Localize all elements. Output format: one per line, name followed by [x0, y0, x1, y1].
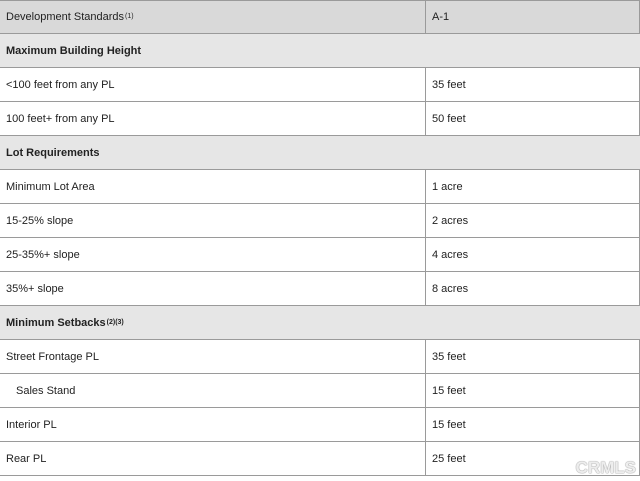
row-value: 8 acres	[425, 272, 640, 305]
table-row	[0, 238, 640, 272]
row-label: 15-25% slope	[6, 214, 74, 227]
row-label: 25-35%+ slope	[6, 248, 80, 261]
section-row-lot-requirements	[0, 136, 640, 170]
table-row	[0, 102, 640, 136]
row-label: Sales Stand	[16, 384, 76, 397]
table-row	[0, 374, 640, 408]
row-label: Street Frontage PL	[6, 350, 99, 363]
crmls-watermark: CRMLS	[575, 458, 636, 477]
section-title: Minimum Setbacks (2)(3)	[6, 316, 124, 329]
section-title	[0, 34, 640, 67]
table-row	[0, 68, 640, 102]
table-row	[0, 204, 640, 238]
section-row-max-building-height	[0, 34, 640, 68]
row-label: 35%+ slope	[6, 282, 64, 295]
header-col-standards-label: Development Standards	[6, 11, 125, 23]
row-label: <100 feet from any PL	[6, 78, 115, 91]
row-value: 35 feet	[425, 340, 640, 373]
row-value: 50 feet	[425, 102, 640, 135]
row-label: Interior PL	[6, 418, 57, 431]
section-title-label: Minimum Setbacks	[6, 316, 106, 329]
section-row-minimum-setbacks	[0, 306, 640, 340]
row-value: 2 acres	[425, 204, 640, 237]
section-title	[0, 136, 640, 169]
section-title-label: Maximum Building Height	[6, 44, 142, 57]
header-col-standards: Development Standards (1)	[6, 11, 134, 23]
row-label: 100 feet+ from any PL	[6, 112, 115, 125]
table-header-row	[0, 0, 640, 34]
row-value: 15 feet	[425, 408, 640, 441]
table-row	[0, 408, 640, 442]
table-row	[0, 340, 640, 374]
row-label: Rear PL	[6, 452, 47, 465]
row-value: 25 feet	[425, 442, 640, 475]
row-label: Minimum Lot Area	[6, 180, 95, 193]
table-row	[0, 442, 640, 476]
row-value: 35 feet	[425, 68, 640, 101]
row-value: 4 acres	[425, 238, 640, 271]
section-title-label: Lot Requirements	[6, 146, 100, 159]
table-row	[0, 170, 640, 204]
row-value: 15 feet	[425, 374, 640, 407]
header-col-zone: A-1	[425, 1, 640, 33]
row-value: 1 acre	[425, 170, 640, 203]
table-row	[0, 272, 640, 306]
